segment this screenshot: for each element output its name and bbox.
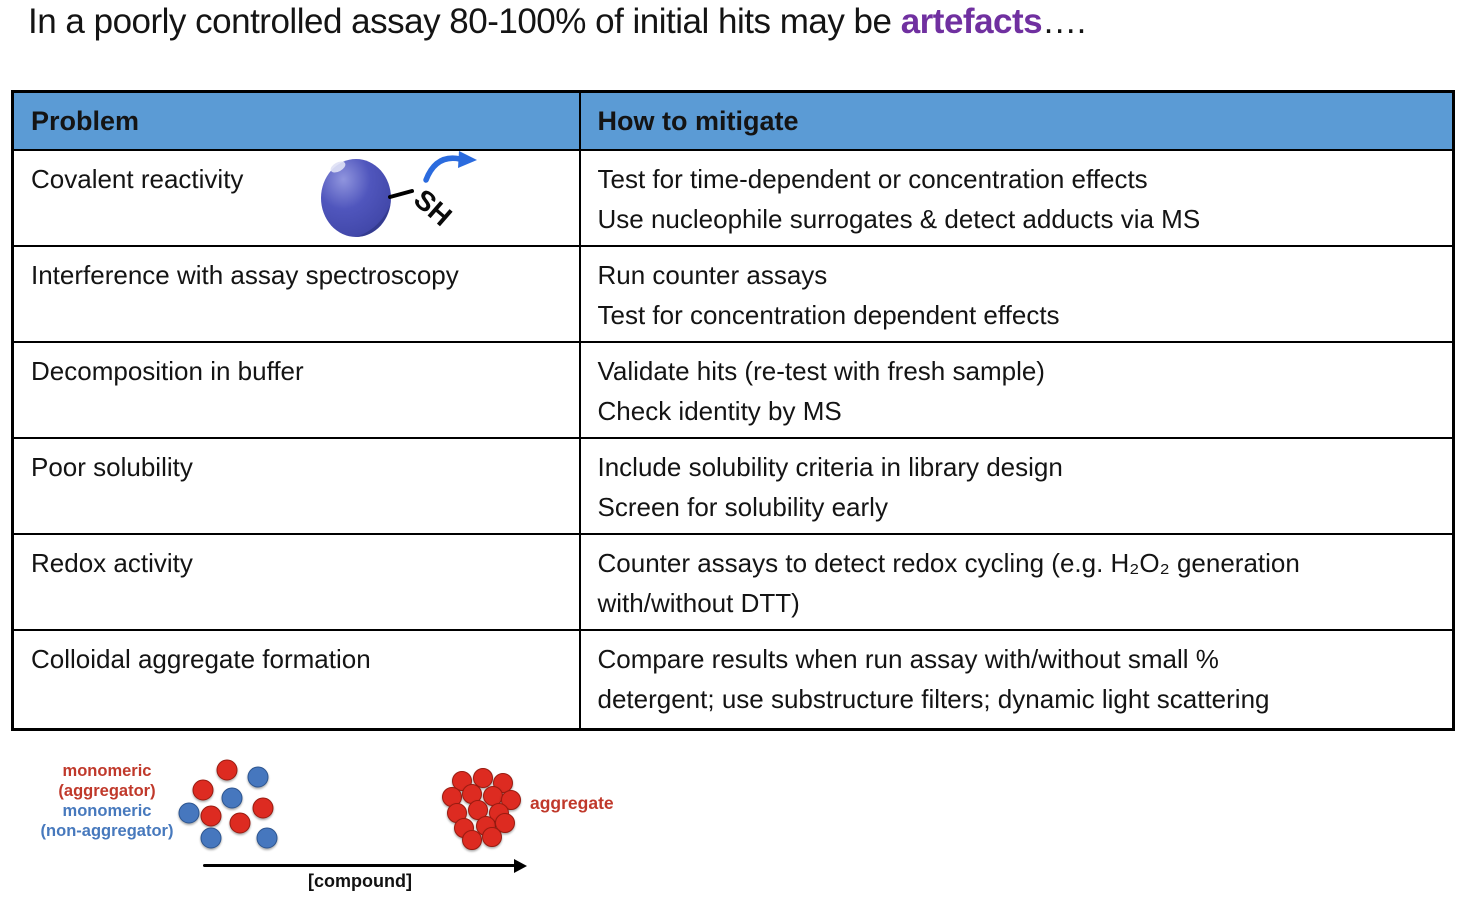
red-dot bbox=[193, 780, 214, 801]
legend-line: monomeric bbox=[62, 802, 152, 820]
column-header-problem: Problem bbox=[13, 92, 580, 150]
mitigation-cell bbox=[580, 534, 1454, 630]
red-dot bbox=[253, 798, 274, 819]
slide-title bbox=[28, 2, 1086, 42]
mitigation-cell bbox=[580, 342, 1454, 438]
mitigation-line: with/without DTT) bbox=[597, 587, 800, 618]
table-row bbox=[13, 534, 1454, 630]
mitigation-line: Include solubility criteria in library design bbox=[597, 451, 1063, 482]
reaction-arrow-head bbox=[458, 151, 477, 168]
table-row bbox=[13, 630, 1454, 730]
blue-dot bbox=[201, 828, 222, 849]
mitigation-line: Compare results when run assay with/without small % bbox=[597, 643, 1219, 674]
reaction-arrow-icon bbox=[426, 158, 460, 180]
mitigation-cell bbox=[580, 630, 1454, 730]
thiol-bond bbox=[390, 191, 412, 197]
problem-mitigation-table bbox=[11, 90, 1455, 731]
mitigation-cell bbox=[580, 438, 1454, 534]
column-header-mitigate: How to mitigate bbox=[580, 92, 1454, 150]
red-dot bbox=[230, 813, 251, 834]
aggregate-label: aggregate bbox=[530, 793, 614, 813]
problem-cell: Covalent reactivity bbox=[13, 150, 580, 246]
mitigation-line: Test for concentration dependent effects bbox=[597, 299, 1060, 330]
thiol-label: SH bbox=[408, 183, 458, 233]
blue-dot bbox=[222, 788, 243, 809]
title-ellipsis: …. bbox=[1042, 2, 1086, 41]
mitigation-line: Counter assays to detect redox cycling (e.g. H₂O₂ generation bbox=[597, 547, 1300, 578]
covalent-molecule-graphic bbox=[318, 150, 493, 250]
table-row bbox=[13, 150, 1454, 246]
problem-cell: Poor solubility bbox=[13, 438, 580, 534]
mitigation-line: Test for time-dependent or concentration effects bbox=[597, 163, 1148, 194]
mitigation-line: Check identity by MS bbox=[597, 395, 842, 426]
red-dot bbox=[482, 827, 502, 847]
problem-cell: Redox activity bbox=[13, 534, 580, 630]
mitigation-line: Validate hits (re-test with fresh sample) bbox=[597, 355, 1045, 386]
table-row bbox=[13, 438, 1454, 534]
blue-dot bbox=[179, 803, 200, 824]
red-dot bbox=[462, 830, 482, 850]
mitigation-line: Screen for solubility early bbox=[597, 491, 888, 522]
problem-cell: Colloidal aggregate formation bbox=[13, 630, 580, 730]
blue-dot bbox=[257, 828, 278, 849]
red-dot bbox=[217, 760, 238, 781]
title-text: In a poorly controlled assay 80-100% of initial hits may be bbox=[28, 2, 901, 41]
problem-cell: Interference with assay spectroscopy bbox=[13, 246, 580, 342]
legend-line: monomeric bbox=[62, 762, 152, 780]
legend-line: (aggregator) bbox=[58, 782, 156, 800]
title-highlight: artefacts bbox=[900, 2, 1043, 41]
legend-line: (non-aggregator) bbox=[40, 822, 174, 840]
arrow-shaft bbox=[203, 864, 515, 867]
mitigation-line: Run counter assays bbox=[597, 259, 828, 290]
mitigation-cell bbox=[580, 246, 1454, 342]
mitigation-line: Use nucleophile surrogates & detect adducts via MS bbox=[597, 203, 1201, 234]
arrow-head bbox=[514, 859, 527, 873]
blue-dot bbox=[248, 767, 269, 788]
table-row bbox=[13, 342, 1454, 438]
problem-cell: Decomposition in buffer bbox=[13, 342, 580, 438]
red-dot bbox=[201, 806, 222, 827]
compound-axis-label: [compound] bbox=[308, 871, 412, 891]
mitigation-line: detergent; use substructure filters; dynamic light scattering bbox=[597, 683, 1270, 714]
table-row bbox=[13, 246, 1454, 342]
mitigation-cell bbox=[580, 150, 1454, 246]
monomer-legend bbox=[22, 761, 192, 841]
